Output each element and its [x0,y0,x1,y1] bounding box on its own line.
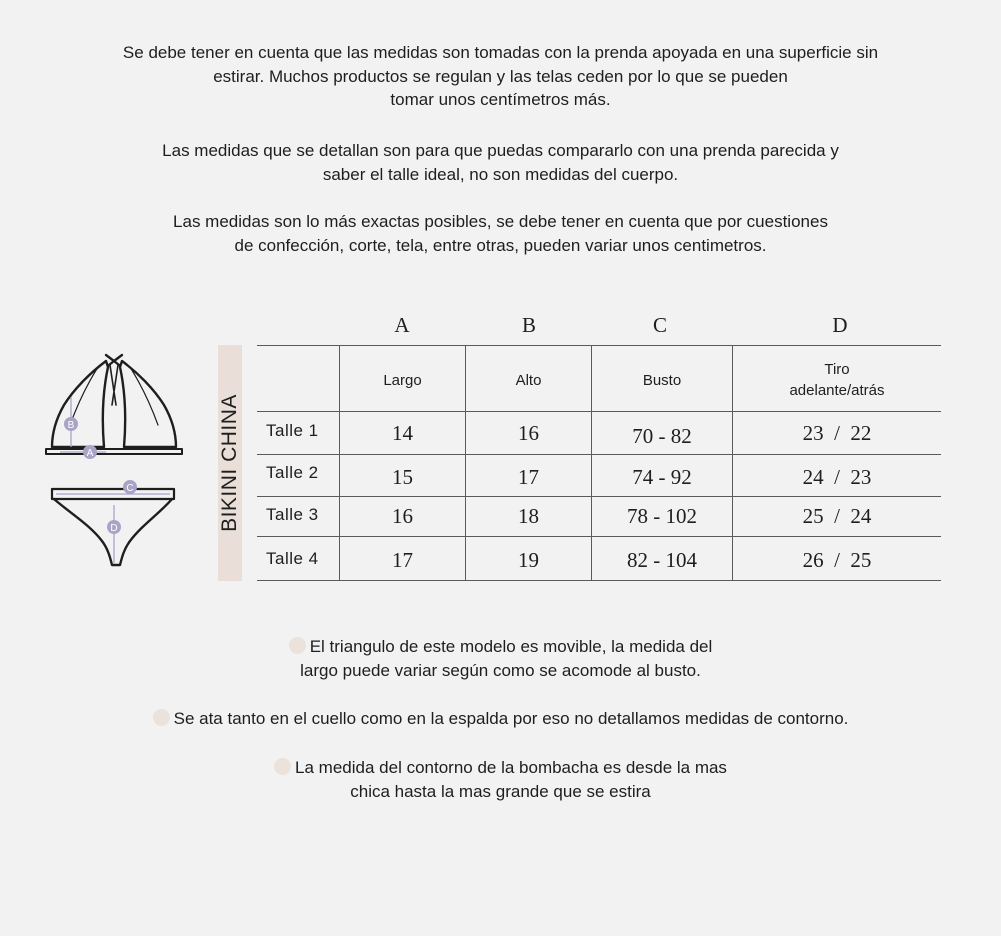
marker-label-d: D [110,523,118,534]
intro-paragraph-3 [0,210,1001,257]
cell-tiro: 23 / 22 [802,421,872,445]
cell-largo: 15 [392,465,413,489]
bullet-icon [153,709,170,726]
note-line: chica hasta la mas grande que se estira [350,782,651,801]
cell-alto: 16 [518,421,539,445]
cell-alto: 18 [518,504,539,528]
note-line: La medida del contorno de la bombacha es desde la mas [295,758,727,777]
cell-tiro: 26 / 25 [802,548,872,572]
cell-tiro: 24 / 23 [802,465,872,489]
intro-line: estirar. Muchos productos se regulan y las telas ceden por lo que se pueden [213,66,788,86]
marker-label-a: A [86,448,94,459]
note-2 [0,707,1001,731]
intro-line: Las medidas son lo más exactas posibles, se debe tener en cuenta que por cuestiones [173,212,828,231]
column-letter-b: B [521,313,536,337]
intro-line: saber el talle ideal, no son medidas del cuerpo. [322,164,679,184]
intro-line: Las medidas que se detallan son para que puedas compararlo con una prenda parecida y [162,141,839,160]
table-rule [257,536,941,537]
cell-busto: 74 - 92 [632,465,692,489]
header-tiro-detail: adelante/atrás [789,382,885,399]
marker-label-c: C [126,483,134,494]
note-line: El triangulo de este modelo es movible, la medida del [309,637,713,656]
header-alto: Alto [515,372,542,389]
cell-alto: 19 [518,548,539,572]
product-name: BIKINI CHINA [218,394,241,532]
bullet-icon [274,758,291,775]
size-label: Talle 1 [266,421,319,440]
left-cup [52,361,108,447]
bikini-illustration [40,345,190,575]
table-rule [257,345,941,346]
table-rule [257,496,941,497]
cell-largo: 14 [392,421,413,445]
header-tiro: Tiro [824,361,850,378]
intro-paragraph-1 [0,41,1001,112]
cell-largo: 16 [392,504,413,528]
column-letter-c: C [652,313,667,337]
table-rule [257,411,941,412]
cell-alto: 17 [518,465,539,489]
table-rule [257,580,941,581]
note-line: largo puede variar según como se acomode al busto. [300,661,701,680]
column-letter-a: A [394,313,410,337]
note-line: Se ata tanto en el cuello como en la espalda por eso no detallamos medidas de contorno. [173,709,849,728]
header-largo: Largo [383,372,422,389]
size-label: Talle 2 [266,463,319,482]
cell-busto: 82 - 104 [627,548,697,572]
intro-line: Se debe tener en cuenta que las medidas son tomadas con la prenda apoyada en una superficie sin [122,43,879,62]
cell-tiro: 25 / 24 [802,504,872,528]
size-label: Talle 3 [266,505,319,524]
note-1 [0,635,1001,683]
note-3 [0,756,1001,804]
right-cup [120,361,176,447]
cell-largo: 17 [392,548,413,572]
intro-line: tomar unos centímetros más. [390,90,611,109]
column-letter-d: D [832,313,848,337]
cell-busto: 78 - 102 [627,504,697,528]
bullet-icon [289,637,306,654]
cell-busto: 70 - 82 [632,424,692,448]
marker-label-b: B [67,420,75,431]
table-rule [257,454,941,455]
intro-paragraph-2 [0,139,1001,186]
header-busto: Busto [642,372,682,389]
intro-line: de confección, corte, tela, entre otras, pueden variar unos centimetros. [234,235,767,255]
size-label: Talle 4 [266,549,319,568]
